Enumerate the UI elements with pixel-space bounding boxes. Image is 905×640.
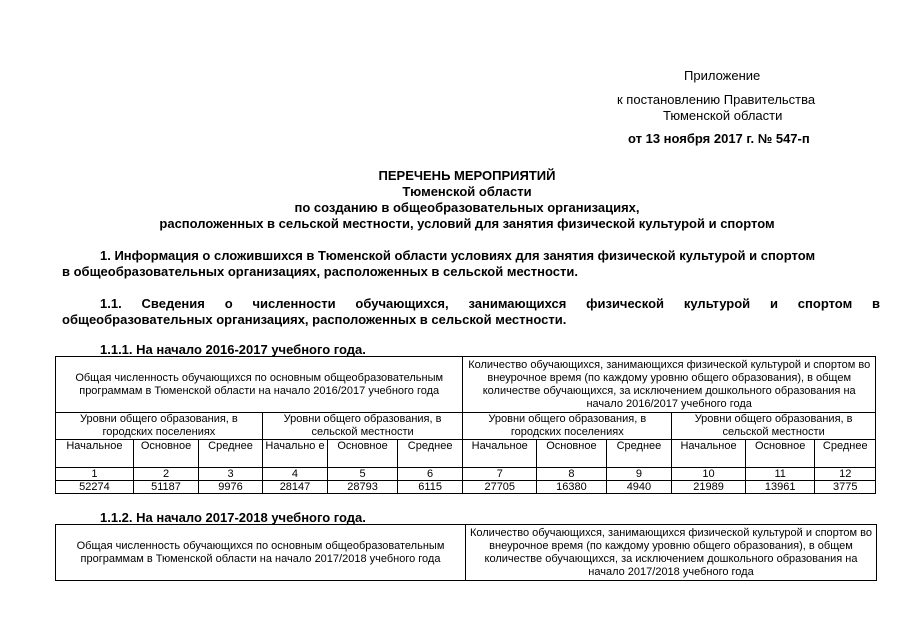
table-1-group-right: Количество обучающихся, занимающихся физической культурой и спортом во внеурочное время (по каждому уровню общего образования), в общем количестве обучающихся, за исключением дошкольного образования на начало 2016/2017 учебного года — [463, 357, 876, 413]
table-2-title: 1.1.2. На начало 2017-2018 учебного года. — [100, 510, 366, 525]
table-1-level: Основное — [133, 440, 199, 468]
table-1-col-number: 6 — [397, 468, 463, 481]
table-1-subgroup: Уровни общего образования, в сельской местности — [262, 413, 463, 440]
table-1-col-number: 7 — [463, 468, 537, 481]
table-1-level: Среднее — [815, 440, 876, 468]
table-2-group-right: Количество обучающихся, занимающихся физической культурой и спортом во внеурочное время (по каждому уровню общего образования), в общем количестве обучающихся, за исключением дошкольного образования на начало 2017/2018 учебного года — [466, 525, 877, 581]
table-1-subgroup: Уровни общего образования, в городских поселениях — [56, 413, 263, 440]
doc-title-region: Тюменской области — [402, 184, 532, 199]
table-2 — [55, 524, 877, 581]
table-1-level: Среднее — [397, 440, 463, 468]
table-1-title: 1.1.1. На начало 2016-2017 учебного года. — [100, 342, 366, 357]
table-1-value: 4940 — [606, 481, 672, 494]
table-1-value: 21989 — [672, 481, 746, 494]
table-1-subgroup: Уровни общего образования, в городских поселениях — [463, 413, 672, 440]
table-2-group-left: Общая численность обучающихся по основным общеобразовательным программам в Тюменской области на начало 2017/2018 учебного года — [56, 525, 466, 581]
table-1-level: Среднее — [606, 440, 672, 468]
table-1-col-number: 4 — [262, 468, 328, 481]
table-1-value: 16380 — [537, 481, 607, 494]
table-1-col-number: 11 — [745, 468, 815, 481]
table-1-col-number: 9 — [606, 468, 672, 481]
table-1-value: 28793 — [328, 481, 398, 494]
table-1-col-number: 1 — [56, 468, 134, 481]
table-1-col-number: 10 — [672, 468, 746, 481]
table-1-group-left: Общая численность обучающихся по основным общеобразовательным программам в Тюменской области на начало 2016/2017 учебного года — [56, 357, 463, 413]
section-1-line1: 1. Информация о сложившихся в Тюменской области условиях для занятия физической культурой и спортом — [100, 248, 816, 263]
table-1-level: Основное — [328, 440, 398, 468]
table-1-col-number: 3 — [199, 468, 262, 481]
table-1-level: Начальное — [463, 440, 537, 468]
table-1-value: 13961 — [745, 481, 815, 494]
table-1-value: 51187 — [133, 481, 199, 494]
section-1-line2: в общеобразовательных организациях, расположенных в сельской местности. — [62, 264, 578, 279]
table-1-col-number: 2 — [133, 468, 199, 481]
table-1-col-number: 8 — [537, 468, 607, 481]
table-1-value: 6115 — [397, 481, 463, 494]
section-1-1-line1: 1.1. Сведения о численности обучающихся, занимающихся физической культурой и спортом в — [100, 296, 880, 311]
table-1 — [55, 356, 876, 494]
appendix-label: Приложение — [684, 68, 761, 83]
table-1-value: 52274 — [56, 481, 134, 494]
table-1-value: 28147 — [262, 481, 328, 494]
table-1-level: Среднее — [199, 440, 262, 468]
doc-title-line3: по созданию в общеобразовательных организациях, — [294, 200, 640, 215]
table-1-col-number: 12 — [815, 468, 876, 481]
resolution-date: от 13 ноября 2017 г. № 547-п — [628, 131, 810, 146]
region-label: Тюменской области — [663, 108, 783, 123]
table-1-col-number: 5 — [328, 468, 398, 481]
table-1-level: Начальное — [56, 440, 134, 468]
table-1-level: Основное — [745, 440, 815, 468]
table-1-level: Основное — [537, 440, 607, 468]
table-1-subgroup: Уровни общего образования, в сельской местности — [672, 413, 876, 440]
table-1-value: 27705 — [463, 481, 537, 494]
table-1-value: 9976 — [199, 481, 262, 494]
doc-title: ПЕРЕЧЕНЬ МЕРОПРИЯТИЙ — [378, 168, 556, 183]
table-1-value: 3775 — [815, 481, 876, 494]
doc-title-line4: расположенных в сельской местности, условий для занятия физической культурой и спортом — [159, 216, 775, 231]
table-1-level: Начальное — [672, 440, 746, 468]
resolution-label: к постановлению Правительства — [617, 92, 816, 107]
section-1-1-line2: общеобразовательных организациях, расположенных в сельской местности. — [62, 312, 567, 327]
table-1-level: Начально е — [262, 440, 328, 468]
